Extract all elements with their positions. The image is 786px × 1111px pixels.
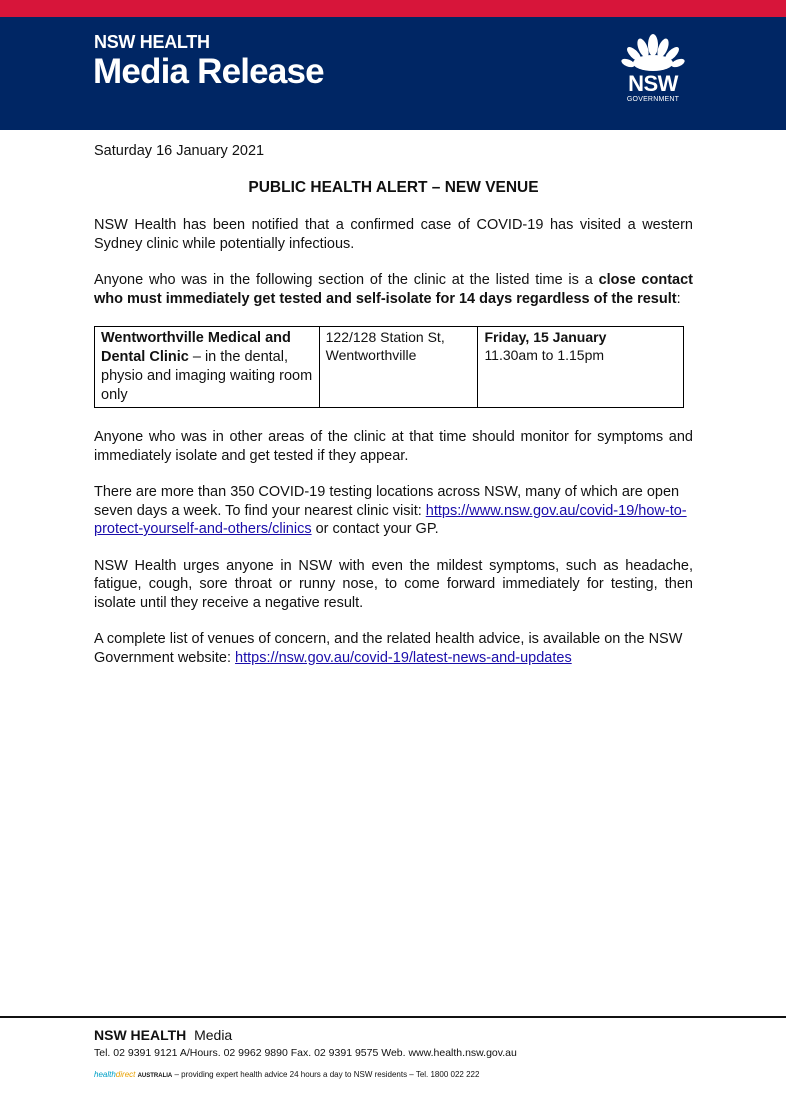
logo-government-text: GOVERNMENT: [626, 96, 680, 103]
venues-list-text: A complete list of venues of concern, and the related health advice, is available on the NSW Government website:: [94, 631, 683, 666]
paragraph-testing-locations: [94, 483, 693, 539]
time-cell: [478, 327, 684, 408]
healthdirect-line: [94, 1070, 479, 1079]
venue-time: 11.30am to 1.15pm: [484, 347, 605, 363]
venue-day: Friday, 15 January: [484, 329, 607, 345]
healthdirect-australia: AUSTRALIA: [137, 1073, 173, 1079]
org-name: NSW HEALTH: [94, 32, 210, 52]
venue-table: [94, 326, 684, 408]
address-cell: 122/128 Station St, Wentworthville: [319, 327, 478, 408]
release-body: [94, 142, 693, 685]
footer-contact: Tel. 02 9391 9121 A/Hours. 02 9962 9890 Fax. 02 9391 9575 Web. www.health.nsw.gov.au: [94, 1047, 517, 1059]
table-row: [95, 327, 684, 408]
venue-name: Wentworthville Medical and Dental Clinic: [101, 330, 291, 365]
footer-divider: [0, 1016, 786, 1018]
nsw-government-logo: [615, 33, 691, 113]
venue-area: – in the dental, physio and imaging waiting room only: [101, 349, 313, 403]
logo-nsw-text: NSW: [628, 71, 678, 96]
footer-org-bold: NSW HEALTH: [94, 1027, 187, 1043]
healthdirect-direct: direct: [115, 1070, 136, 1079]
waratah-icon: [621, 33, 685, 73]
paragraph-close-contact: [94, 271, 693, 308]
paragraph-symptoms: NSW Health urges anyone in NSW with even the mildest symptoms, such as headache, fatigue, cough, sore throat or runny nose, to come forward immediately for testing, then isolate until they receive a negative result.: [94, 557, 693, 611]
footer-org-media: Media: [194, 1027, 233, 1043]
document-title: Media Release: [93, 52, 324, 91]
testing-locations-text: There are more than 350 COVID-19 testing locations across NSW, many of which are open seven days a week. To find your nearest clinic visit:: [94, 484, 680, 519]
healthdirect-text: – providing expert health advice 24 hours a day to NSW residents – Tel. 1800 022 222: [172, 1070, 480, 1079]
healthdirect-health: health: [94, 1070, 116, 1079]
release-date: Saturday 16 January 2021: [94, 143, 265, 159]
venue-cell: [95, 327, 320, 408]
close-contact-instruction: close contact who must immediately get tested and self-isolate for 14 days regardless of the result: [94, 272, 693, 307]
paragraph-notification: NSW Health has been notified that a confirmed case of COVID-19 has visited a western Sydney clinic while potentially infectious.: [94, 217, 693, 252]
footer-org: [94, 1027, 232, 1043]
latest-news-link[interactable]: https://nsw.gov.au/covid-19/latest-news-and-updates: [235, 649, 572, 666]
close-contact-intro: Anyone who was in the following section of the clinic at the listed time is a: [94, 272, 599, 288]
paragraph-other-areas: Anyone who was in other areas of the clinic at that time should monitor for symptoms and immediately isolate and get tested if they appear.: [94, 429, 693, 464]
alert-title: PUBLIC HEALTH ALERT – NEW VENUE: [248, 178, 539, 196]
close-contact-colon: :: [676, 290, 681, 307]
clinics-link[interactable]: https://www.nsw.gov.au/covid-19/how-to-protect-yourself-and-others/clinics: [94, 502, 687, 537]
testing-locations-suffix: or contact your GP.: [311, 521, 439, 537]
top-red-strip: [0, 0, 786, 17]
paragraph-venues-list: [94, 630, 693, 667]
